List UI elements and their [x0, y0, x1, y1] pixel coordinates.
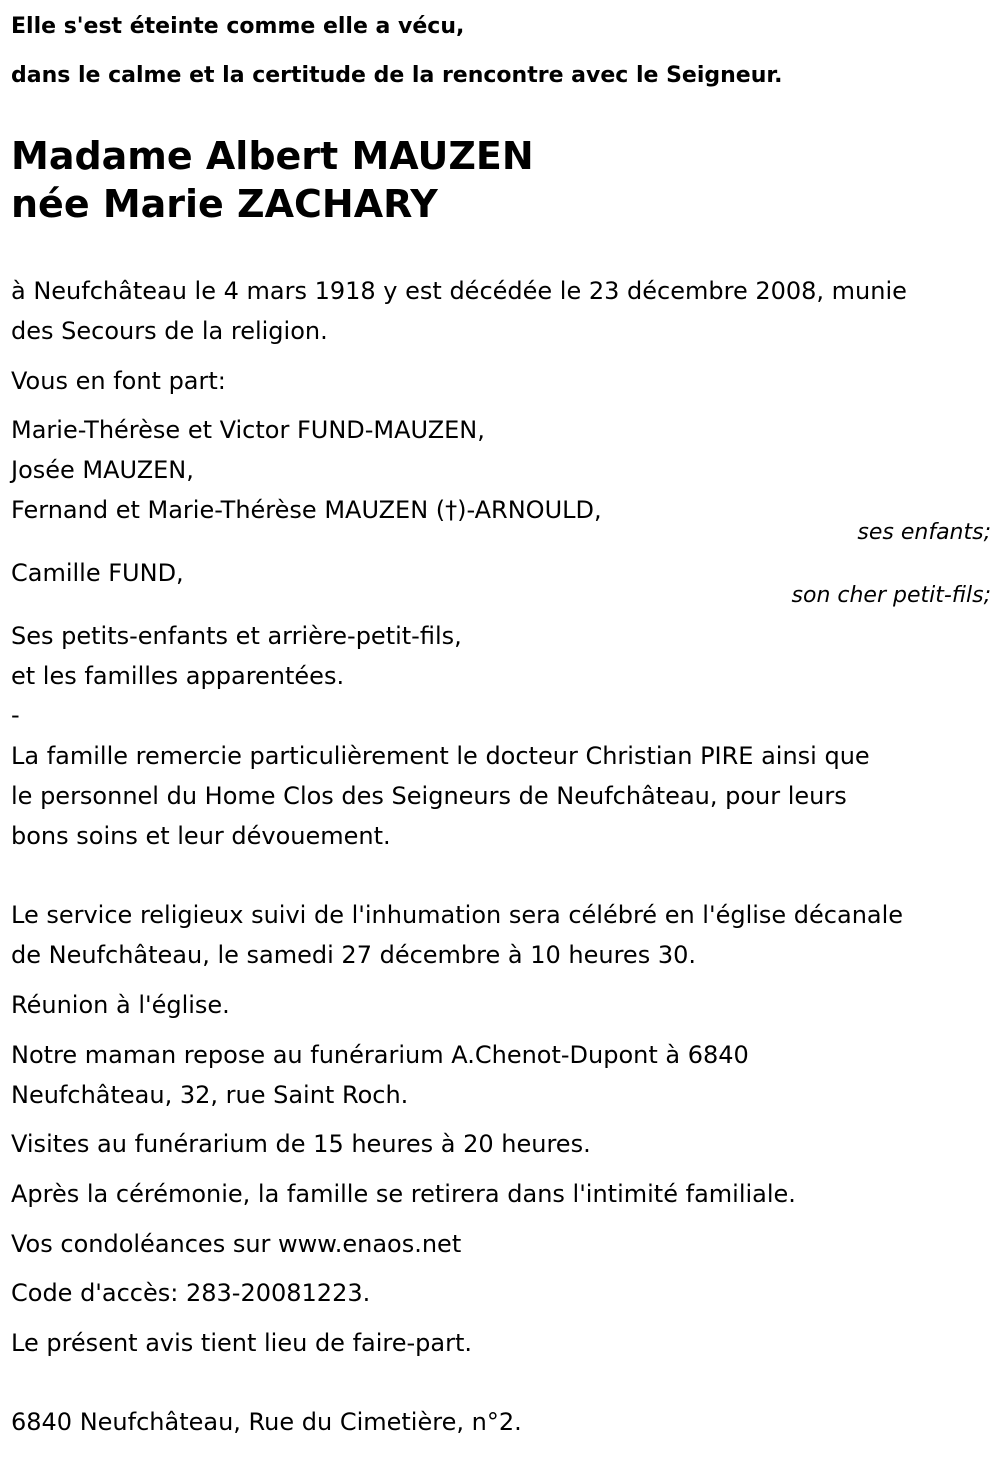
birth-death-line-1: à Neufchâteau le 4 mars 1918 y est décédée le 23 décembre 2008, munie [11, 277, 907, 305]
children-role: ses enfants; [857, 520, 991, 545]
deceased-maiden-name: née Marie ZACHARY [11, 182, 438, 226]
funeral-home-line-2: Neufchâteau, 32, rue Saint Roch. [11, 1081, 409, 1109]
condolences: Vos condoléances sur www.enaos.net [11, 1230, 462, 1258]
child-3: Fernand et Marie-Thérèse MAUZEN (†)-ARNOULD, [11, 496, 602, 524]
separator: - [11, 701, 20, 729]
grandson-role: son cher petit-fils; [791, 583, 991, 608]
thanks-line-3: bons soins et leur dévouement. [11, 822, 391, 850]
meeting: Réunion à l'église. [11, 991, 230, 1019]
thanks-line-1: La famille remercie particulièrement le docteur Christian PIRE ainsi que [11, 742, 870, 770]
deceased-name: Madame Albert MAUZEN [11, 134, 534, 178]
service-line-1: Le service religieux suivi de l'inhumation sera célébré en l'église décanale [11, 901, 904, 929]
thanks-line-2: le personnel du Home Clos des Seigneurs de Neufchâteau, pour leurs [11, 782, 847, 810]
grandson: Camille FUND, [11, 559, 184, 587]
notice: Le présent avis tient lieu de faire-part. [11, 1329, 473, 1357]
intro-line-2: dans le calme et la certitude de la rencontre avec le Seigneur. [11, 63, 783, 88]
service-line-2: de Neufchâteau, le samedi 27 décembre à 10 heures 30. [11, 941, 696, 969]
birth-death-line-2: des Secours de la religion. [11, 317, 328, 345]
visits: Visites au funérarium de 15 heures à 20 heures. [11, 1130, 591, 1158]
access-code: Code d'accès: 283-20081223. [11, 1279, 371, 1307]
family-line-2: et les familles apparentées. [11, 662, 345, 690]
address: 6840 Neufchâteau, Rue du Cimetière, n°2. [11, 1408, 522, 1436]
intro-line-1: Elle s'est éteinte comme elle a vécu, [11, 14, 465, 39]
funeral-home-line-1: Notre maman repose au funérarium A.Chenot-Dupont à 6840 [11, 1041, 749, 1069]
family-line-1: Ses petits-enfants et arrière-petit-fils, [11, 622, 462, 650]
child-2: Josée MAUZEN, [11, 456, 194, 484]
child-1: Marie-Thérèse et Victor FUND-MAUZEN, [11, 416, 485, 444]
after-ceremony: Après la cérémonie, la famille se retirera dans l'intimité familiale. [11, 1180, 796, 1208]
announcement: Vous en font part: [11, 367, 226, 395]
